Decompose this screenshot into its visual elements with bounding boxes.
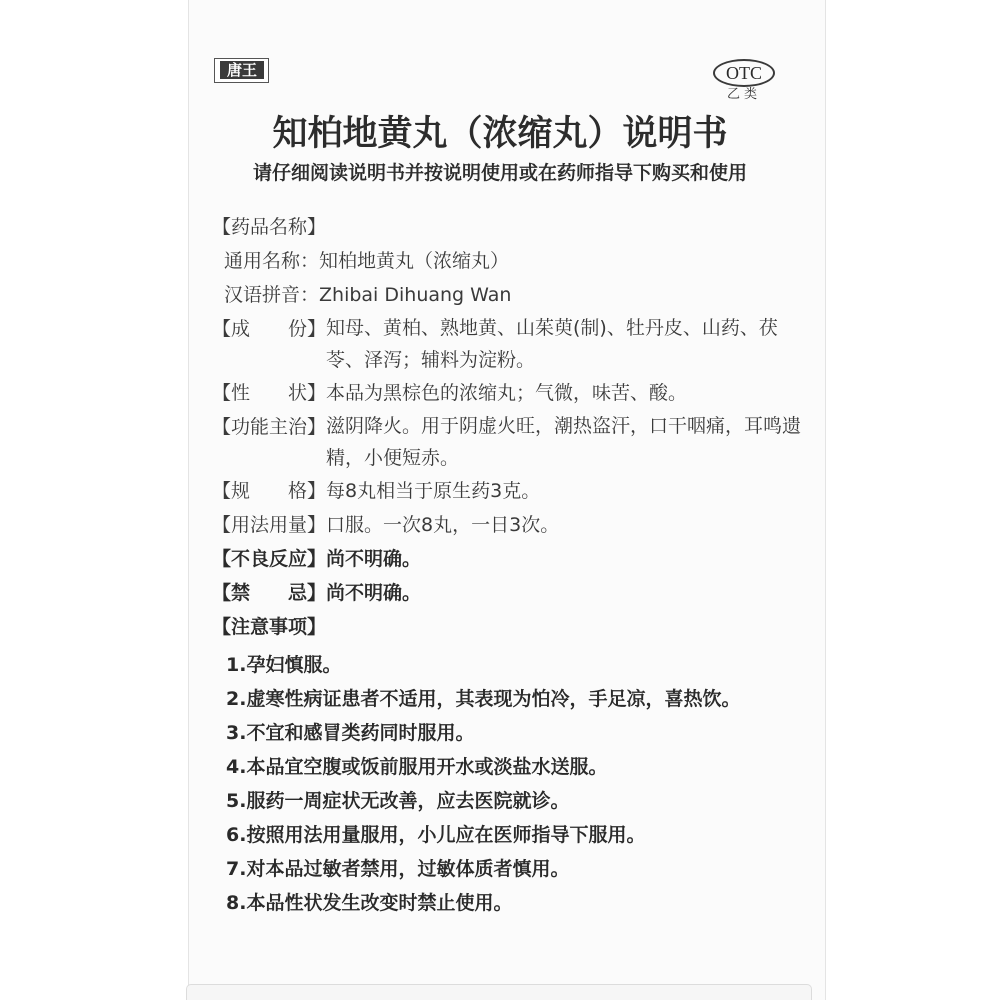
precaution-item: 2.虚寒性病证患者不适用，其表现为怕冷，手足凉，喜热饮。 bbox=[226, 688, 741, 710]
precautions-heading: 【注意事项】 bbox=[212, 616, 327, 638]
pinyin-row bbox=[212, 278, 808, 312]
precaution-item: 4.本品宜空腹或饭前服用开水或淡盐水送服。 bbox=[226, 756, 608, 778]
contraindications-row bbox=[212, 576, 808, 610]
ingredients-row bbox=[212, 312, 808, 376]
common-name-row bbox=[212, 244, 808, 278]
common-name-label: 通用名称： bbox=[224, 250, 320, 272]
drug-name-heading: 【药品名称】 bbox=[212, 216, 327, 238]
leaflet-content bbox=[212, 210, 808, 920]
brand-logo bbox=[214, 58, 269, 83]
adverse-reactions-row bbox=[212, 542, 808, 576]
otc-class-label: 乙类 bbox=[726, 87, 761, 102]
dosage-row bbox=[212, 508, 808, 542]
indications-value: 滋阴降火。用于阴虚火旺，潮热盗汗，口干咽痛，耳鸣遗精，小便短赤。 bbox=[326, 415, 802, 469]
adjacent-page-edge bbox=[186, 984, 812, 1000]
precaution-item: 7.对本品过敏者禁用，过敏体质者慎用。 bbox=[226, 858, 570, 880]
precaution-item: 8.本品性状发生改变时禁止使用。 bbox=[226, 892, 513, 914]
appearance-label: 【性 状】 bbox=[212, 382, 327, 404]
precaution-item: 5.服药一周症状无改善，应去医院就诊。 bbox=[226, 790, 570, 812]
adverse-reactions-value: 尚不明确。 bbox=[326, 548, 422, 570]
ingredients-label: 【成 份】 bbox=[212, 318, 327, 340]
brand-name: 唐王 bbox=[220, 61, 264, 79]
specification-label: 【规 格】 bbox=[212, 480, 327, 502]
precautions-list bbox=[212, 648, 808, 920]
document-subtitle: 请仔细阅读说明书并按说明使用或在药师指导下购买和使用 bbox=[252, 162, 747, 184]
indications-row bbox=[212, 410, 808, 474]
precaution-item: 1.孕妇慎服。 bbox=[226, 654, 342, 676]
contraindications-value: 尚不明确。 bbox=[326, 582, 422, 604]
contraindications-label: 【禁 忌】 bbox=[212, 582, 327, 604]
document-title: 知柏地黄丸（浓缩丸）说明书 bbox=[272, 114, 728, 154]
common-name-value: 知柏地黄丸（浓缩丸） bbox=[319, 250, 510, 272]
adverse-reactions-label: 【不良反应】 bbox=[212, 548, 327, 570]
dosage-label: 【用法用量】 bbox=[212, 514, 327, 536]
precaution-item: 3.不宜和感冒类药同时服用。 bbox=[226, 722, 475, 744]
precaution-item: 6.按照用法用量服用，小儿应在医师指导下服用。 bbox=[226, 824, 646, 846]
otc-mark: OTC bbox=[713, 59, 775, 87]
pinyin-label: 汉语拼音： bbox=[224, 284, 320, 306]
appearance-value: 本品为黑棕色的浓缩丸；气微，味苦、酸。 bbox=[326, 382, 688, 404]
pinyin-value: Zhibai Dihuang Wan bbox=[319, 284, 512, 306]
indications-label: 【功能主治】 bbox=[212, 416, 327, 438]
ingredients-value: 知母、黄柏、熟地黄、山茱萸(制)、牡丹皮、山药、茯苓、泽泻；辅料为淀粉。 bbox=[326, 317, 778, 371]
appearance-row bbox=[212, 376, 808, 410]
specification-row bbox=[212, 474, 808, 508]
specification-value: 每8丸相当于原生药3克。 bbox=[326, 480, 541, 502]
dosage-value: 口服。一次8丸，一日3次。 bbox=[326, 514, 560, 536]
